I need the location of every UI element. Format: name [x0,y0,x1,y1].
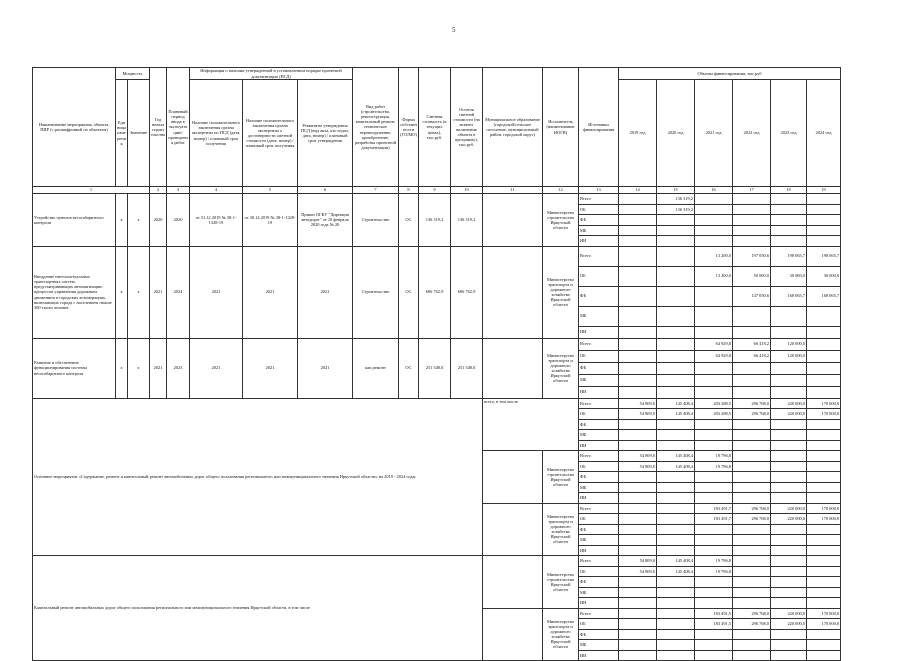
header-property: Форма собственности (ГО/МО) [399,68,419,187]
source-label: ОБ [579,409,619,420]
col-number: 18 [771,187,807,194]
value-2019: 54 809,0 [619,451,657,462]
value-2023: 168 065,7 [771,286,807,306]
header-expert-cost: Наличие положительного заключения органа экспертизы о достоверности сметной стоимости (дата, номер) / плановый срок получения [243,80,298,187]
col-number: 8 [399,187,419,194]
source-label: ИИ [579,598,619,609]
header-year-end: Плановый период ввода в эксплуатацию/проведения работ [167,68,190,187]
col-number: 6 [298,187,353,194]
source-label: ФБ [579,286,619,306]
column-numbers-row [33,187,841,194]
value-2023: 220 000,0 [771,514,807,525]
source-label: ОБ [579,619,619,630]
source-label: ИИ [579,545,619,556]
value-2019: 54 809,0 [619,409,657,420]
header-executor: Исполнитель (наименование ИОГВ) [543,68,579,187]
value-2022: 197 050,6 [733,246,771,266]
header-municipality: Муниципальное образование (городской/сельское поселение, муниципальный район, городской округ) [483,68,543,187]
source-label: ИИ [579,650,619,661]
municipality [483,608,543,661]
source-label: Всего [579,556,619,567]
source-label: МБ [579,482,619,493]
value-2023: 198 065,7 [771,246,807,266]
main-activity-incl: всего, в том числе: [483,398,579,451]
source-label: МБ [579,225,619,236]
col-number: 17 [733,187,771,194]
source-label: ИИ [579,440,619,451]
year-start: 2021 [150,338,167,398]
header-year-2023: 2023 год [771,80,807,187]
source-label: Всего [579,246,619,266]
executor: Министерство строительства Иркутской области [543,556,579,609]
source-label: ИИ [579,236,619,247]
expert-cost: 2021 [243,338,298,398]
col-number: 7 [353,187,399,194]
value-2021: 183 491,7 [695,514,733,525]
col-number: 15 [657,187,695,194]
executor: Министерство транспорта и дорожного хозяйства Иркутской области [543,246,579,338]
col-number: 14 [619,187,657,194]
approval: 2021 [298,246,353,338]
value-2021: 19 796,8 [695,451,733,462]
municipality [483,246,543,338]
financing-table [32,67,841,661]
capacity-unit: х [116,194,128,247]
value-2020: 145 408,4 [657,461,695,472]
executor: Министерство строительства Иркутской области [543,194,579,247]
expert-cost: 2021 [243,246,298,338]
value-2019: 54 809,0 [619,461,657,472]
header-year-2019: 2019 год [619,80,657,187]
col-number: 4 [190,187,243,194]
header-docs-info: Информация о наличии утвержденной в установленном порядке проектной документации (ПСД) [190,68,353,80]
header-year-2021: 2021 год [695,80,733,187]
source-label: ОБ [579,204,619,215]
expert-positive: 2021 [190,246,243,338]
remain-cost: 606 762,9 [451,246,483,338]
header-capacity-unit: Единица измерения [116,80,128,187]
value-2024: 30 000,0 [807,266,841,286]
executor: Министерство транспорта и дорожного хозяйства Иркутской области [543,503,579,556]
value-2023: 220 000,0 [771,619,807,630]
executor: Министерство строительства Иркутской области [543,451,579,504]
value-2021: 19 796,8 [695,461,733,472]
source-label: ОБ [579,350,619,362]
table-row [33,398,841,409]
table-row [33,556,841,567]
source-label: ФБ [579,629,619,640]
source-label: ОБ [579,266,619,286]
value-2022: 296 768,0 [733,608,771,619]
municipality [483,338,543,398]
table-row [33,246,841,266]
project-name: Развитие и обеспечение функционирования системы весогабаритного контроля [33,338,116,398]
value-2022: 296 768,0 [733,398,771,409]
header-expert-positive: Наличие положительного заключения органа экспертизы по ПСД (дата, номер) / плановый срок получения [190,80,243,187]
value-2021: 203 288,5 [695,409,733,420]
value-2024: 170 000,0 [807,398,841,409]
value-2022: 66 418,2 [733,350,771,362]
value-2023: 30 000,0 [771,266,807,286]
col-number: 1 [33,187,150,194]
col-number: 19 [807,187,841,194]
header-source: Источники финансирования [579,68,619,187]
value-2020: 145 408,4 [657,566,695,577]
header-estimate: Сметная стоимость (в текущих ценах), тыс.руб. [419,68,451,187]
value-2021: 13 200,0 [695,266,733,286]
value-2023: 120 000,0 [771,350,807,362]
source-label: ФБ [579,524,619,535]
table-row [33,338,841,350]
municipality [483,194,543,247]
remain-cost: 136 319,2 [451,194,483,247]
table-row [33,194,841,205]
project-name: Устройство пунктов весогабаритного контроля [33,194,116,247]
col-number: 13 [579,187,619,194]
value-2023: 120 000,0 [771,338,807,350]
source-label: Всего [579,451,619,462]
value-2019: 54 809,0 [619,566,657,577]
work-type: кап.ремонт [353,338,399,398]
source-label: МБ [579,306,619,326]
header-year-2022: 2022 год [733,80,771,187]
value-2020: 136 319,2 [657,194,695,205]
header-volumes: Объемы финансирования, тыс.руб [619,68,841,80]
source-label: МБ [579,640,619,651]
source-label: Всего [579,503,619,514]
source-label: ФБ [579,577,619,588]
property-form: ОС [399,246,419,338]
value-2019: 54 809,0 [619,398,657,409]
source-label: МБ [579,374,619,386]
col-number: 10 [451,187,483,194]
municipality [483,556,543,609]
source-label: ОБ [579,461,619,472]
col-number: 12 [543,187,579,194]
value-2022: 50 000,0 [733,266,771,286]
property-form: ОС [399,194,419,247]
property-form: ОС [399,338,419,398]
executor: Министерство транспорта и дорожного хозяйства Иркутской области [543,608,579,661]
year-end: 2020 [167,194,190,247]
header-name: Наименование мероприятия, объекта, ПИР (с расшифровкой по объектам) [33,68,116,187]
col-number: 2 [150,187,167,194]
approval: Приказ ОГКУ "Дирекция автодорог" от 10 февраля 2020 года № 20 [298,194,353,247]
header-year-2024: 2024 год [807,80,841,187]
header-capacity: Мощность [116,68,150,80]
value-2022: 296 768,0 [733,503,771,514]
header-work-type: Вид работ (строительство, реконструкция, капитальный ремонт, техническое перевооружение, приобретение, разработка проектной документации) [353,68,399,187]
executor: Министерство транспорта и дорожного хозяйства Иркутской области [543,338,579,398]
value-2023: 220 000,0 [771,608,807,619]
source-label: ФБ [579,215,619,226]
value-2023: 220 000,0 [771,503,807,514]
work-type: Строительство [353,246,399,338]
value-2021: 19 796,8 [695,566,733,577]
project-name: Внедрение интеллектуальных транспортных систем, предусматривающих автоматизацию процессов управления дорожным движением в городских агломерациях, включающих города с населением свыше 300 тысяч человек [33,246,116,338]
source-label: ИИ [579,493,619,504]
header-capacity-value: Значение [128,80,150,187]
col-number: 3 [167,187,190,194]
year-end: 2024 [167,246,190,338]
year-end: 2023 [167,338,190,398]
value-2022: 296 768,0 [733,514,771,525]
main-activity-name: Основное мероприятие «Содержание, ремонт и капитальный ремонт автомобильных дорог общего пользования регионального или межмуниципального значения Иркутской области» на 2019 - 2024 годы [33,398,483,556]
value-2022: 296 768,0 [733,409,771,420]
value-2020: 136 319,2 [657,204,695,215]
municipality [483,451,543,504]
year-start: 2021 [150,246,167,338]
source-label: Всего [579,398,619,409]
estimate-cost: 136 319,2 [419,194,451,247]
value-2021: 203 288,5 [695,398,733,409]
header-remain: Остаток сметной стоимости (на момент включения объекта в программу), тыс.руб. [451,68,483,187]
value-2020: 145 408,4 [657,409,695,420]
municipality [483,503,543,556]
col-number: 11 [483,187,543,194]
value-2021: 13 200,0 [695,246,733,266]
value-2020: 145 408,4 [657,451,695,462]
value-2023: 220 000,0 [771,409,807,420]
value-2020: 145 408,4 [657,398,695,409]
value-2021: 19 796,8 [695,556,733,567]
source-label: Всего [579,608,619,619]
source-label: МБ [579,535,619,546]
capacity-value: х [128,194,150,247]
source-label: ИИ [579,326,619,338]
capacity-unit: х [116,246,128,338]
source-label: МБ [579,587,619,598]
col-number: 9 [419,187,451,194]
source-label: ОБ [579,566,619,577]
header-approved: Реквизиты утверждения ПСД (вид акта, кто издал, дата, номер) / плановый срок утверждения [298,80,353,187]
capacity-unit: х [116,338,128,398]
expert-positive: от 31.12.2019 № 38-1-1328-19 [190,194,243,247]
col-number: 5 [243,187,298,194]
year-start: 2020 [150,194,167,247]
value-2020: 145 408,4 [657,556,695,567]
estimate-cost: 606 762,9 [419,246,451,338]
value-2022: 66 418,2 [733,338,771,350]
capital-repair-name: Капитальный ремонт автомобильных дорог общего пользования регионального или межмуниципального значения Иркутской области, в том числе [33,556,483,661]
value-2024: 198 065,7 [807,246,841,266]
expert-positive: 2021 [190,338,243,398]
source-label: ИИ [579,386,619,398]
work-type: Строительство [353,194,399,247]
approval: 2021 [298,338,353,398]
value-2021: 183 491,5 [695,608,733,619]
value-2024: 170 000,0 [807,608,841,619]
capacity-value: х [128,246,150,338]
capacity-value: х [128,338,150,398]
value-2024: 170 000,0 [807,503,841,514]
source-label: ФБ [579,419,619,430]
col-number: 16 [695,187,733,194]
value-2024: 170 000,0 [807,619,841,630]
value-2021: 64 929,8 [695,338,733,350]
remain-cost: 251 348,0 [451,338,483,398]
header-year-start: Год начала строительства [150,68,167,187]
value-2021: 183 491,7 [695,503,733,514]
page-number: 5 [452,26,456,34]
source-label: МБ [579,430,619,441]
value-2021: 64 929,8 [695,350,733,362]
estimate-cost: 251 348,0 [419,338,451,398]
expert-cost: от 30.12.2019 № 38-1-1328-19 [243,194,298,247]
value-2024: 170 000,0 [807,409,841,420]
value-2024: 170 000,0 [807,514,841,525]
value-2021: 183 491,5 [695,619,733,630]
source-label: Всего [579,194,619,205]
value-2022: 296 768,0 [733,619,771,630]
value-2024: 168 065,7 [807,286,841,306]
source-label: ФБ [579,472,619,483]
source-label: ОБ [579,514,619,525]
source-label: Всего [579,338,619,350]
header-year-2020: 2020 год [657,80,695,187]
value-2023: 220 000,0 [771,398,807,409]
value-2019: 54 809,0 [619,556,657,567]
source-label: ФБ [579,362,619,374]
value-2022: 147 050,6 [733,286,771,306]
